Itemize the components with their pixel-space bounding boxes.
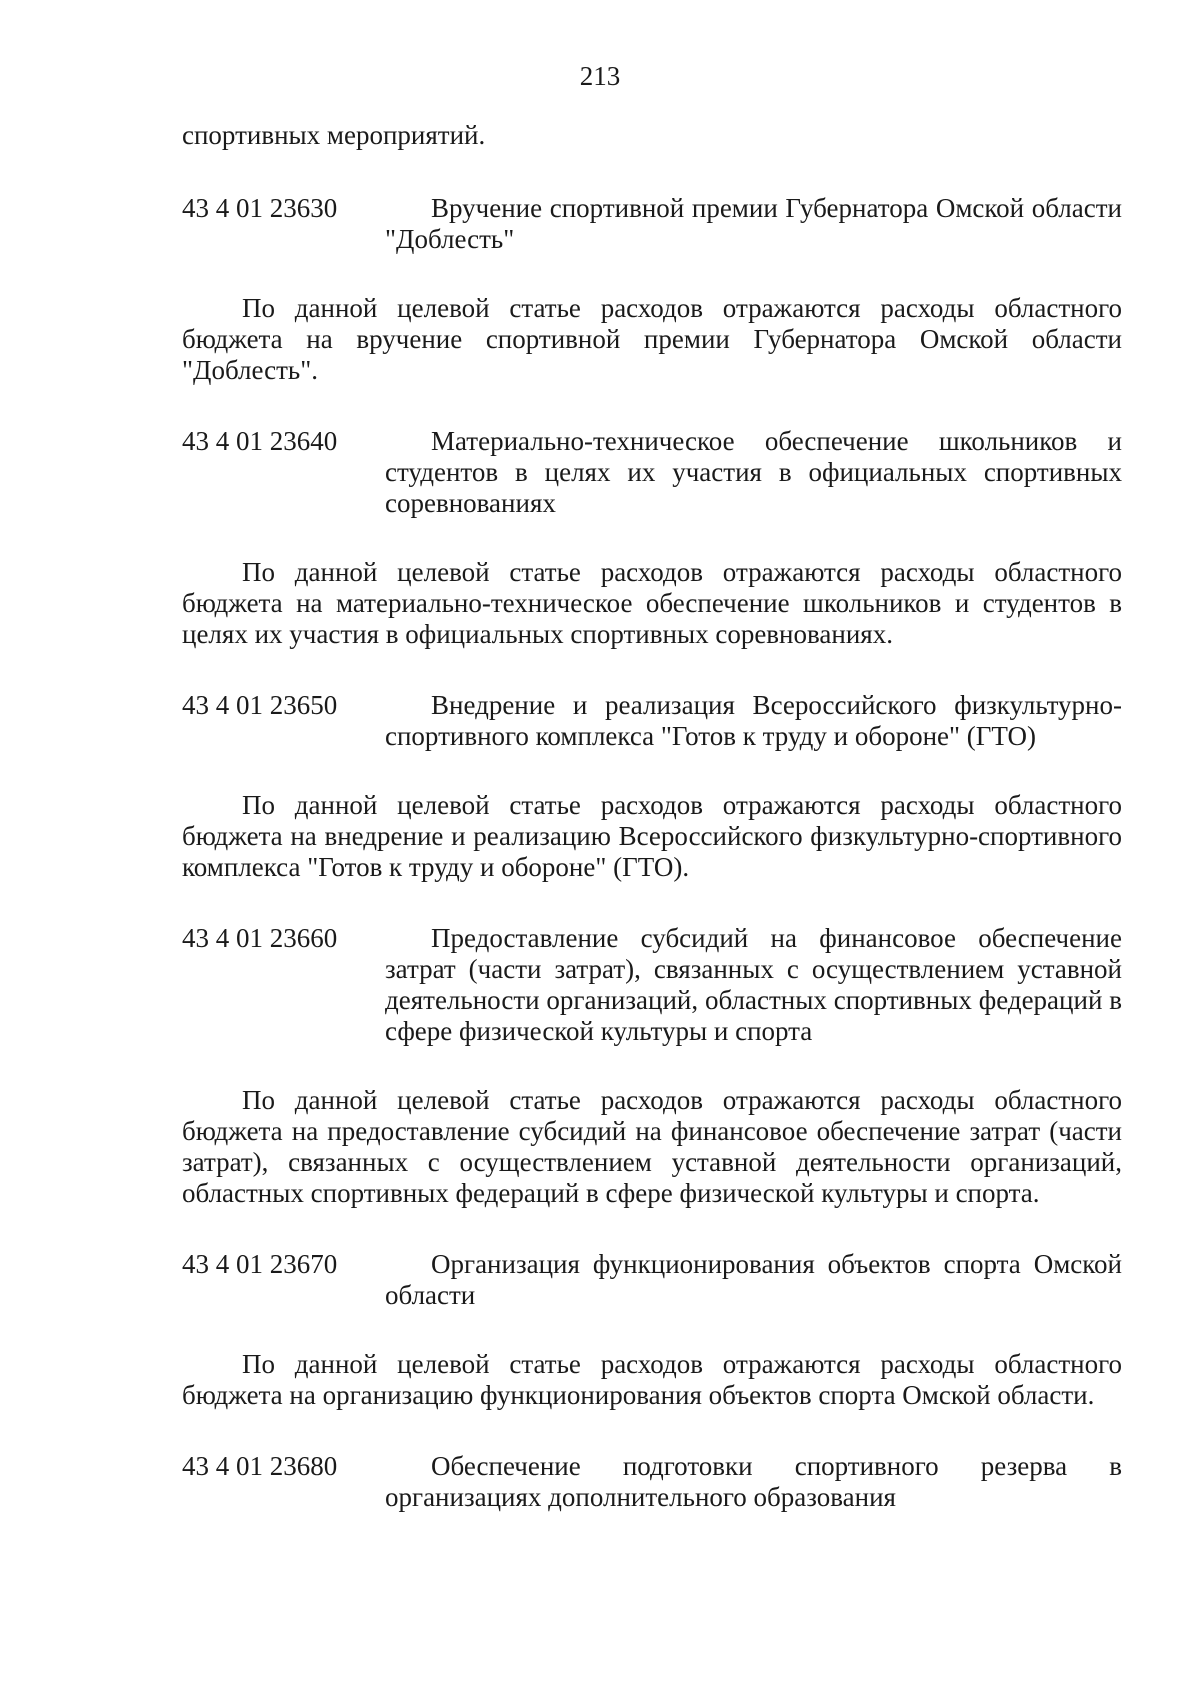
entry-code: 43 4 01 23650 <box>182 690 338 720</box>
entry-description: По данной целевой статье расходов отражаются расходы областного бюджета на внедрение и реализацию Всероссийского физкультурно-спортивного комплекса "Готов к труду и обороне" (ГТО). <box>182 790 1122 882</box>
entry-description: По данной целевой статье расходов отражаются расходы областного бюджета на вручение спортивной премии Губернатора Омской области "Доблесть". <box>182 293 1122 385</box>
budget-entry-heading <box>182 426 1122 519</box>
entry-code: 43 4 01 23640 <box>182 426 338 456</box>
entry-title: Вручение спортивной премии Губернатора Омской области "Доблесть" <box>385 193 1122 254</box>
entry-title: Внедрение и реализация Всероссийского физкультурно-спортивного комплекса "Готов к труду и обороне" (ГТО) <box>385 690 1122 751</box>
entry-title: Предоставление субсидий на финансовое обеспечение затрат (части затрат), связанных с осуществлением уставной деятельности организаций, областных спортивных федераций в сфере физической культуры и спорта <box>385 923 1122 1046</box>
entry-code: 43 4 01 23680 <box>182 1451 338 1481</box>
continuation-text: спортивных мероприятий. <box>182 120 486 150</box>
entry-description: По данной целевой статье расходов отражаются расходы областного бюджета на организацию функционирования объектов спорта Омской области. <box>182 1349 1122 1410</box>
budget-entry-heading <box>182 923 1122 1047</box>
budget-entry-heading <box>182 1451 1122 1513</box>
entry-description: По данной целевой статье расходов отражаются расходы областного бюджета на предоставление субсидий на финансовое обеспечение затрат (части затрат), связанных с осуществлением уставной деятельности организаций, областных спортивных федераций в сфере физической культуры и спорта. <box>182 1085 1122 1208</box>
entry-description: По данной целевой статье расходов отражаются расходы областного бюджета на материально-техническое обеспечение школьников и студентов в целях их участия в официальных спортивных соревнованиях. <box>182 557 1122 649</box>
page-number: 213 <box>579 61 621 91</box>
budget-entry-heading <box>182 690 1122 752</box>
entry-code: 43 4 01 23660 <box>182 923 338 953</box>
entry-code: 43 4 01 23630 <box>182 193 338 223</box>
document-body <box>182 120 1122 1551</box>
budget-entry-heading <box>182 193 1122 255</box>
entry-title: Организация функционирования объектов спорта Омской области <box>385 1249 1122 1310</box>
entry-title: Обеспечение подготовки спортивного резерва в организациях дополнительного образования <box>385 1451 1122 1512</box>
entry-title: Материально-техническое обеспечение школьников и студентов в целях их участия в официальных спортивных соревнованиях <box>385 426 1122 518</box>
budget-entry-heading <box>182 1249 1122 1311</box>
entry-code: 43 4 01 23670 <box>182 1249 338 1279</box>
